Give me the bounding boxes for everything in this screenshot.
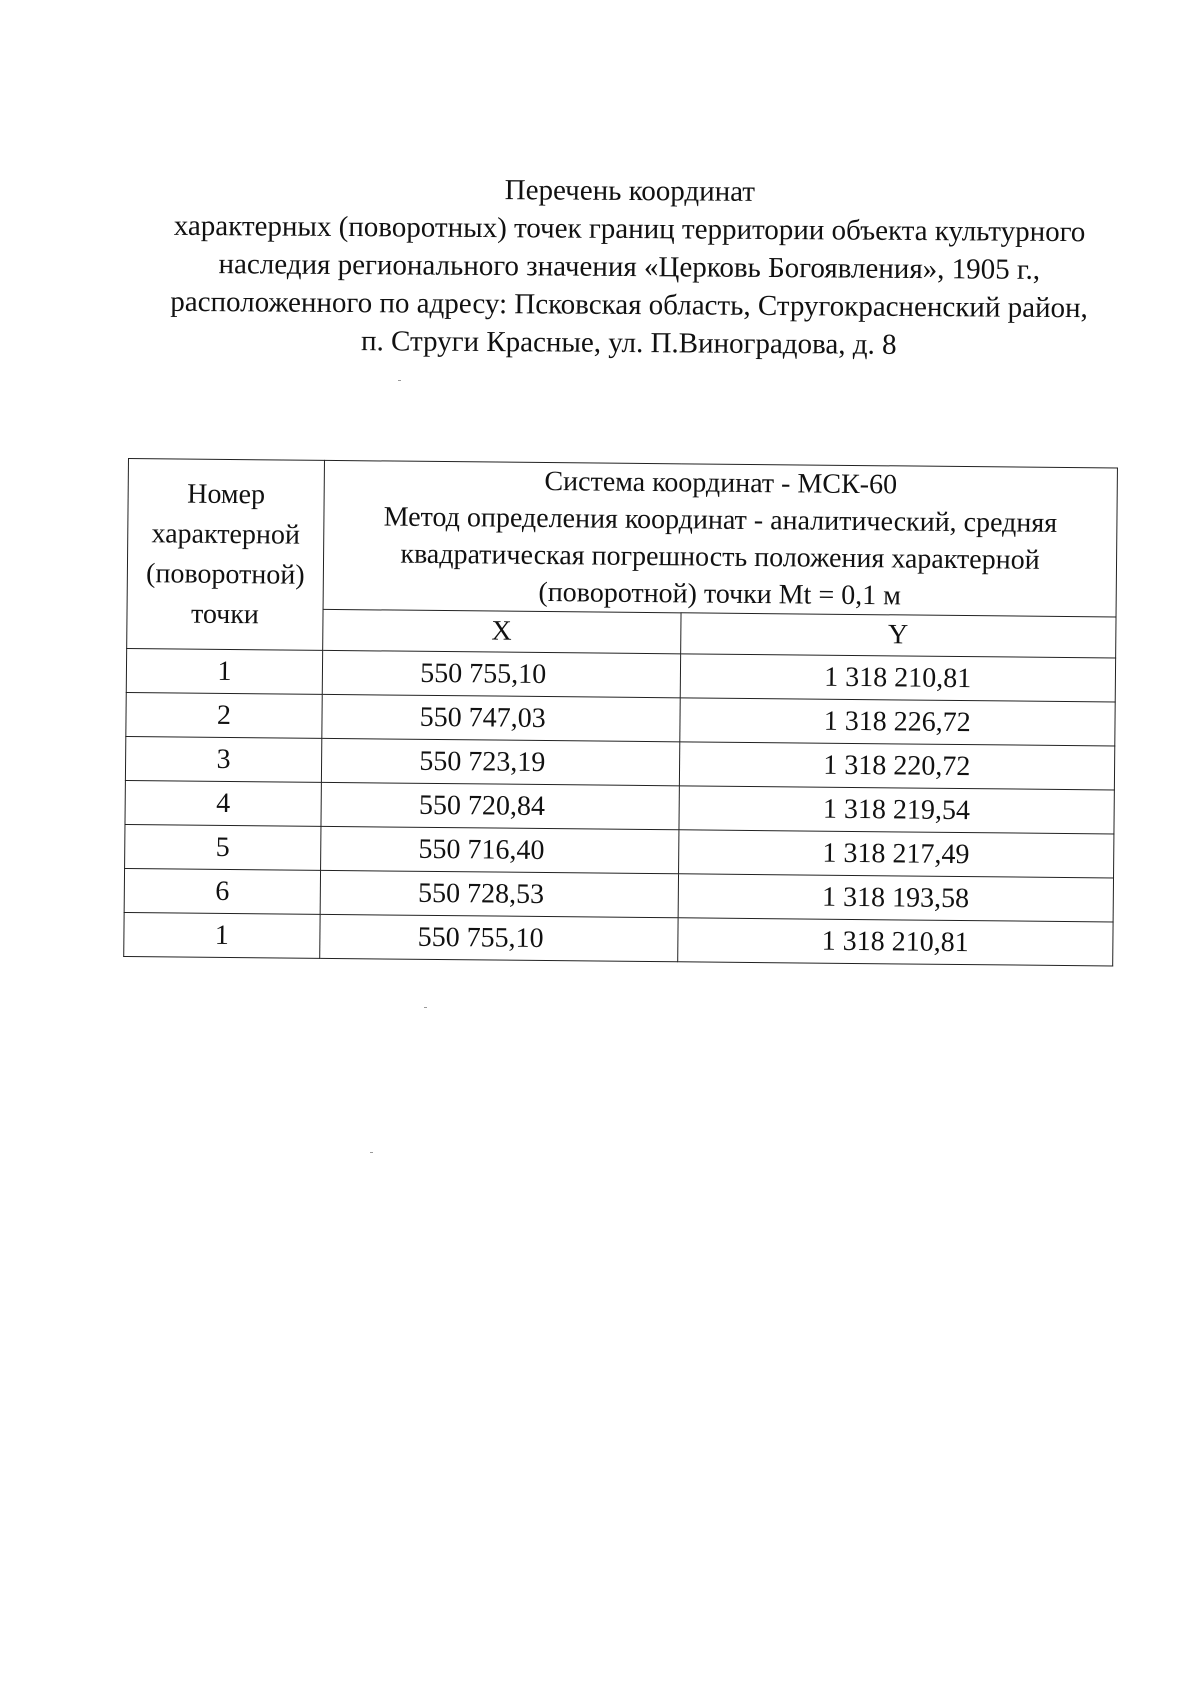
scan-speck bbox=[370, 1152, 373, 1153]
heading-line-2: характерных (поворотных) точек границ территории объекта культурного bbox=[173, 209, 1086, 249]
point-number-cell: 1 bbox=[126, 648, 322, 694]
system-header-line-1: Система координат - МСК-60 bbox=[544, 465, 898, 501]
point-number-cell: 5 bbox=[125, 824, 321, 870]
point-header-line-2: характерной bbox=[151, 517, 301, 551]
y-coordinate-cell: 1 318 226,72 bbox=[679, 698, 1115, 746]
point-number-cell: 1 bbox=[124, 912, 320, 958]
heading-line-5: п. Струги Красные, ул. П.Виноградова, д. 8 bbox=[360, 325, 897, 361]
x-coordinate-cell: 550 720,84 bbox=[321, 782, 679, 829]
point-number-cell: 6 bbox=[124, 868, 320, 914]
y-coordinate-cell: 1 318 219,54 bbox=[679, 786, 1115, 834]
x-coordinate-cell: 550 755,10 bbox=[320, 914, 678, 961]
y-column-header: Y bbox=[680, 613, 1116, 658]
y-coordinate-cell: 1 318 220,72 bbox=[679, 742, 1115, 790]
coordinates-table bbox=[123, 458, 1118, 966]
point-header-line-4: точки bbox=[190, 598, 260, 630]
coordinate-system-header bbox=[323, 460, 1117, 617]
y-coordinate-cell: 1 318 210,81 bbox=[680, 654, 1116, 702]
x-column-header: X bbox=[323, 609, 681, 653]
table-body bbox=[124, 648, 1116, 965]
point-header-line-1: Номер bbox=[187, 478, 266, 510]
table-row bbox=[124, 912, 1113, 965]
document-heading bbox=[139, 169, 1120, 366]
point-number-cell: 3 bbox=[125, 736, 321, 782]
point-number-header bbox=[127, 459, 325, 651]
x-coordinate-cell: 550 728,53 bbox=[320, 870, 678, 917]
heading-line-4: расположенного по адресу: Псковская область, Стругокрасненский район, bbox=[170, 285, 1088, 325]
x-coordinate-cell: 550 755,10 bbox=[322, 650, 680, 697]
point-header-line-3: (поворотной) bbox=[145, 557, 305, 591]
heading-line-1: Перечень координат bbox=[504, 174, 756, 208]
system-header-line-3: квадратическая погрешность положения характерной bbox=[400, 538, 1040, 576]
table-header-row bbox=[127, 459, 1117, 617]
x-coordinate-cell: 550 716,40 bbox=[320, 826, 678, 873]
system-header-line-4: (поворотной) точки Mt = 0,1 м bbox=[538, 576, 902, 612]
system-header-line-2: Метод определения координат - аналитический, средняя bbox=[383, 501, 1058, 539]
x-coordinate-cell: 550 747,03 bbox=[322, 694, 680, 741]
scan-speck bbox=[398, 380, 401, 381]
y-coordinate-cell: 1 318 210,81 bbox=[677, 918, 1113, 966]
y-coordinate-cell: 1 318 193,58 bbox=[678, 874, 1114, 922]
point-number-cell: 4 bbox=[125, 780, 321, 826]
x-coordinate-cell: 550 723,19 bbox=[321, 738, 679, 785]
heading-line-3: наследия регионального значения «Церковь Богоявления», 1905 г., bbox=[218, 248, 1041, 286]
y-coordinate-cell: 1 318 217,49 bbox=[678, 830, 1114, 878]
point-number-cell: 2 bbox=[126, 692, 322, 738]
scan-speck bbox=[424, 1007, 427, 1008]
